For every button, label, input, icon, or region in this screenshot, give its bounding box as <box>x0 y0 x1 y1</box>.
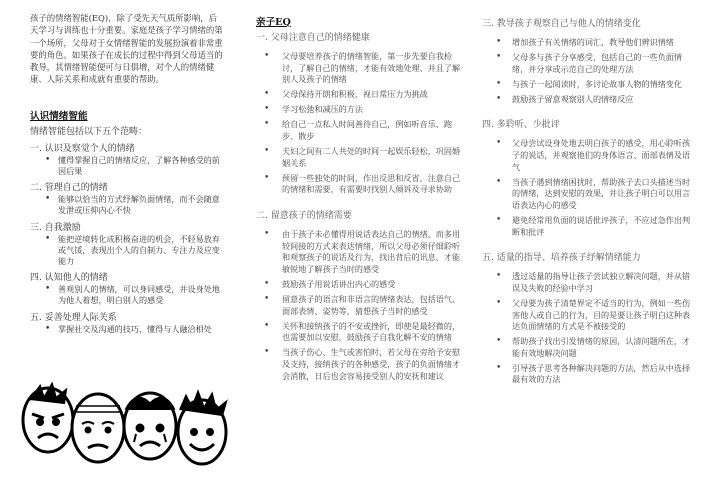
list-item: • 能把逆境转化成积极奋进的机会，不轻易放弃或气馁，表现出个人的自制力、专注力及应变能力 <box>30 234 225 268</box>
list-item: • 父母要培养孩子的情绪智能，第一步先要自我检讨，了解自己的情绪，才能有效地处理、并且了解别人及孩子的情绪 <box>256 51 464 86</box>
list-item: • 能够以恰当的方式纾解负面情绪，而不会随意发泄或压抑内心不快 <box>30 194 225 216</box>
list-item: • 父母尝试设身处地去明白孩子的感受，用心聆听孩子的说话，并观察他们的身体语言、面部表情及语气 <box>482 138 692 173</box>
list-item: • 懂得掌握自己的情绪反应，了解各种感受的前因后果 <box>30 155 225 177</box>
list-item: • 留意孩子的语言和非语言的情绪表达，包括语气、面部表情、姿势等，猜想孩子当时的感受 <box>256 294 464 317</box>
section-list <box>482 138 692 238</box>
section-list <box>256 51 464 196</box>
section-title: 认识情绪智能 <box>30 110 88 122</box>
category-list <box>30 324 225 335</box>
crying-face-icon <box>124 393 176 459</box>
list-item: • 善观别人的情绪，可以身同感受，并设身处地为他人着想，明白别人的感受 <box>30 284 225 306</box>
angry-face-icon <box>23 384 73 452</box>
list-item: • 鼓励孩子留意观察别人的情绪反应 <box>482 94 692 106</box>
worried-face-icon <box>72 394 124 462</box>
list-item: • 帮助孩子找出引发情绪的原因，认清问题所在，才能有效地解决问题 <box>482 336 692 359</box>
list-item: • 父母多与孩子分享感受，包括自己的一些负面情绪，并分享或示范自己的处理方法 <box>482 52 692 75</box>
section-heading: 一. 父母注意自己的情绪健康 <box>256 33 370 43</box>
list-item: • 掌握社交及沟通的技巧，懂得与人融洽相处 <box>30 324 225 335</box>
parent-child-eq-title: 亲子EQ <box>256 17 291 28</box>
category-heading: 三. 自我激励 <box>30 222 81 233</box>
column-left <box>30 12 225 336</box>
list-item: • 当孩子伤心、生气或害怕时，若父母在旁给予安慰及支持，接纳孩子的各种感受，孩子的负面情绪才会消散，日后也会容易接受别人的安抚和建议 <box>256 347 464 382</box>
column-middle <box>256 14 464 386</box>
list-item: • 当孩子遇到情绪困扰时，帮助孩子去口头描述当时的情绪，达到安慰的效果，并让孩子明白可以用言语表达内心的感受 <box>482 177 692 212</box>
category-list <box>30 234 225 268</box>
category-heading: 四. 认知他人的情绪 <box>30 273 108 284</box>
list-item: • 引导孩子思考各种解决问题的方法，然后从中选择最有效的方法 <box>482 363 692 386</box>
category-list <box>30 284 225 306</box>
list-item: • 增加孩子有关情绪的词汇，教导他们辨识情绪 <box>482 37 692 49</box>
list-item: • 预留一些独处的时间，作出反思和反省，注意自己的情绪和需要，有需要时找别人倾诉及寻求协助 <box>256 173 464 196</box>
list-item: • 给自己一点私人时间善待自己，例如听音乐、跑步、散步 <box>256 119 464 142</box>
list-item: • 学习松弛和减压的方法 <box>256 104 464 116</box>
list-item: • 透过适量的指导让孩子尝试独立解决问题，并从错误及失败的经验中学习 <box>482 271 692 294</box>
emotion-faces-illustration <box>18 376 230 492</box>
category-heading: 五. 妥善处理人际关系 <box>30 312 117 323</box>
list-item: • 夫妇之间有二人共处的时间一起娱乐轻松，巩固婚姻关系 <box>256 146 464 169</box>
list-item: • 鼓励孩子用说话讲出内心的感受 <box>256 279 464 291</box>
section-list <box>482 271 692 386</box>
list-item: • 与孩子一起阅读时，多讨论故事人物的情绪变化 <box>482 79 692 91</box>
list-item: • 父母保持开朗和积极，视日常压力为挑战 <box>256 89 464 101</box>
category-list <box>30 194 225 216</box>
list-item: • 关怀和接纳孩子的不安或挫折，即使是最轻微的，也需要加以安慰，鼓励孩子自我化解不安的情绪 <box>256 321 464 344</box>
section-list <box>482 37 692 105</box>
section-list <box>256 229 464 382</box>
category-heading: 二. 管理自己的情绪 <box>30 183 108 194</box>
section-subtitle: 情绪智能包括以下五个范畴： <box>30 126 148 137</box>
list-item: • 父母要为孩子清楚界定不适当的行为，例如一些伤害他人或自己的行为，目的是要让孩子明白这种表达负面情绪的方式是不被接受的 <box>482 298 692 333</box>
category-list <box>30 155 225 177</box>
category-heading: 一. 认识及察觉个人的情绪 <box>30 143 135 154</box>
section-heading: 五. 适量的指导、培养孩子纾解情绪能力 <box>482 253 641 264</box>
section-heading: 三. 教导孩子观察自己与他人的情绪变化 <box>482 19 641 29</box>
happy-face-icon <box>178 392 226 464</box>
list-item: • 避免经常用负面的说话批评孩子，不应过急作出判断和批评 <box>482 215 692 238</box>
column-right <box>482 14 692 390</box>
section-heading: 二. 留意孩子的情绪需要 <box>256 211 352 222</box>
intro-paragraph: 孩子的情绪智能(EQ)，除了受先天气质所影响，后天学习与训练也十分重要。家庭是孩子学习情绪的第一个场所，父母对于女情绪智能的发展扮演着非常重要的角色。如果孩子在成长的过程中得到父母适当的教导，其情绪智能便可与日俱增，对个人的情绪健康、人际关系和成就有重要的帮助。 <box>30 13 223 85</box>
section-heading: 四. 多聆听、少批评 <box>482 120 560 131</box>
list-item: • 由于孩子未必懂得用说话表达自己的情绪，而多用较间接的方式来表达情绪，所以父母必须仔细聆听和观察孩子的说话及行为，找出背后的讯息，才能敏锐地了解孩子当时的感受 <box>256 229 464 275</box>
